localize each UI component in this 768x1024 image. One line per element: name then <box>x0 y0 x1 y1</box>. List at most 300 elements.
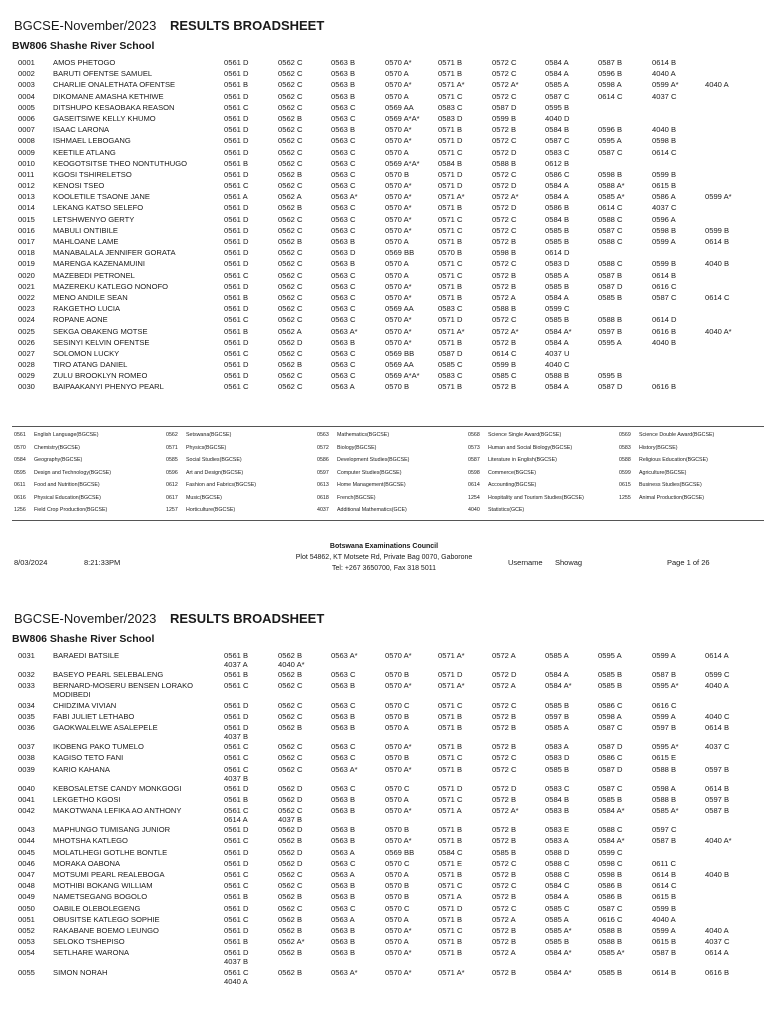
subject-grade: 0599 C <box>705 670 730 680</box>
subject-grade: 0561 D <box>224 304 249 314</box>
legend-code: 0561 <box>14 432 26 438</box>
candidate-name: MANABALALA JENNIFER GORATA <box>53 248 176 258</box>
candidate-name: MENO ANDILE SEAN <box>53 292 128 302</box>
subject-grade: 0570 C <box>385 700 410 710</box>
subject-grade: 0571 D <box>438 903 463 913</box>
legend-item <box>468 457 557 463</box>
subject-grade: 0585 A <box>545 270 569 280</box>
subject-grade: 0563 B <box>331 58 356 67</box>
subject-grade: 0563 C <box>331 136 356 146</box>
subject-grade: 0599 B <box>492 360 517 370</box>
subject-grade: 0570 A <box>385 147 409 157</box>
legend-code: 0573 <box>468 444 480 451</box>
subject-grade: 0585 A <box>545 651 569 660</box>
legend-code: 0585 <box>166 457 178 463</box>
subject-grade: 0561 B <box>224 158 249 168</box>
subject-grade: 0571 C <box>438 214 463 224</box>
subject-grade: 0562 D <box>278 847 303 857</box>
candidate-name: MHOTSHA KATLEGO <box>53 836 128 846</box>
legend-code: 1257 <box>166 507 178 513</box>
subject-grade: 0563 B <box>331 836 356 846</box>
candidate-name: SELOKO TSHEPISO <box>53 937 125 947</box>
subject-grade: 0588 B <box>652 794 677 804</box>
legend-item <box>619 445 678 451</box>
subject-grade: 0614 B <box>705 722 730 732</box>
legend-code: 0612 <box>166 482 178 488</box>
legend-code: 1254 <box>468 494 480 501</box>
legend-item <box>619 470 686 476</box>
subject-grade: 0562 B <box>278 169 303 179</box>
legend-code: 0617 <box>166 494 178 501</box>
subject-grade: 0561 D <box>224 69 249 79</box>
subject-grade: 0563 C <box>331 147 356 157</box>
subject-grade: 0562 D <box>278 825 303 835</box>
legend-item <box>317 482 406 488</box>
subject-grade: 0562 C <box>278 158 303 168</box>
candidate-name: KGOSI TSHIRELETSO <box>53 169 132 179</box>
subject-grade: 0572 D <box>492 147 517 157</box>
subject-grade: 0563 B <box>331 794 356 804</box>
subject-grade: 0571 D <box>438 136 463 146</box>
subject-grade: 0571 B <box>438 382 463 392</box>
subject-grade: 0569 AA <box>385 102 414 112</box>
candidate-number: 0034 <box>18 700 35 710</box>
legend-code: 0616 <box>14 494 26 501</box>
subject-grade: 0571 B <box>438 58 463 67</box>
subject-grade: 4040 A <box>652 69 676 79</box>
candidate-number: 0001 <box>18 58 35 67</box>
subject-grade: 0563 B <box>331 237 356 246</box>
subject-grade: 0571 A* <box>438 681 465 691</box>
table-row <box>0 68 768 79</box>
subject-grade: 0583 A <box>545 742 569 752</box>
subject-grade: 0570 B <box>385 670 410 680</box>
table-row <box>0 914 768 925</box>
subject-grade: 0570 A* <box>385 764 412 774</box>
subject-grade: 0584 B <box>545 794 570 804</box>
table-row <box>0 669 768 680</box>
subject-grade: 0572 A <box>492 651 516 660</box>
subject-grade: 0562 B <box>278 722 303 732</box>
subject-grade: 0585 B <box>545 315 570 325</box>
subject-grade: 0570 A <box>385 722 409 732</box>
subject-grade: 0588 C <box>545 870 570 879</box>
subject-grade: 0588 B <box>598 925 623 935</box>
legend-item <box>14 457 82 463</box>
subject-grade: 0571 B <box>438 742 463 752</box>
candidate-number: 0011 <box>18 169 35 179</box>
candidate-name: OABILE OLEBOLEGENG <box>53 903 141 913</box>
subject-grade: 0616 C <box>652 281 677 291</box>
subject-grade: 0561 D <box>224 147 249 157</box>
candidate-number: 0025 <box>18 326 35 336</box>
subject-grade: 0563 B <box>331 722 356 732</box>
candidate-number: 0039 <box>18 764 35 774</box>
subject-grade: 0585 A <box>545 914 569 924</box>
subject-grade: 0561 D <box>224 169 249 179</box>
table-row <box>0 258 768 269</box>
legend-item <box>619 495 704 501</box>
subject-grade: 0584 B <box>545 125 570 135</box>
subject-grade: 0571 B <box>438 836 463 846</box>
subject-grade: 0599 B <box>492 113 517 123</box>
subject-grade: 0561 D <box>224 925 249 935</box>
subject-grade: 0562 C <box>278 136 303 146</box>
candidate-name: ISAAC LARONA <box>53 125 110 135</box>
subject-grade: 0563 B <box>331 681 356 691</box>
subject-grade: 0571 D <box>438 670 463 680</box>
subject-grade: 0572 A <box>492 292 516 302</box>
subject-grade: 0615 B <box>652 181 677 191</box>
candidate-name: MAKOTWANA LEFIKA AO ANTHONY <box>53 806 182 816</box>
subject-grade: 4040 A* <box>705 326 732 336</box>
subject-grade: 0585 A* <box>652 806 679 816</box>
candidate-number: 0030 <box>18 382 35 392</box>
subject-grade: 0562 D <box>278 337 303 347</box>
subject-grade: 0571 A* <box>438 192 465 202</box>
legend-code: 0597 <box>317 469 329 476</box>
subject-grade: 0561 D <box>224 237 249 246</box>
page-title: RESULTS BROADSHEET <box>169 611 325 626</box>
table-row <box>0 359 768 370</box>
legend-code: 0613 <box>317 482 329 488</box>
candidate-name: MARENGA KAZENAMUINI <box>53 259 145 269</box>
subject-grade: 0569 BB <box>385 248 415 258</box>
subject-grade-overflow: 4037 B <box>224 731 249 741</box>
candidate-number: 0032 <box>18 670 35 680</box>
subject-grade: 0571 C <box>438 881 463 891</box>
subject-grade: 0572 C <box>492 259 517 269</box>
subject-grade: 0614 C <box>652 147 677 157</box>
subject-grade: 0561 D <box>224 337 249 347</box>
subject-grade: 0583 C <box>438 304 463 314</box>
subject-grade-overflow: 0614 A <box>224 815 248 825</box>
subject-grade: 0563 B <box>331 91 356 101</box>
subject-grade: 4040 B <box>652 337 677 347</box>
subject-grade: 0614 B <box>652 270 677 280</box>
subject-grade: 0596 A <box>652 214 676 224</box>
subject-grade: 0562 C <box>278 270 303 280</box>
subject-grade: 0571 D <box>438 315 463 325</box>
subject-grade: 0563 B <box>331 80 356 90</box>
candidate-number: 0007 <box>18 125 35 135</box>
legend-subject: Chemistry(BGCSE) <box>34 444 80 451</box>
legend-subject: Animal Production(BGCSE) <box>639 494 705 501</box>
subject-grade: 0561 D <box>224 948 249 958</box>
candidate-number: 0018 <box>18 248 35 258</box>
legend-subject: Art and Design(BGCSE) <box>186 469 244 476</box>
subject-grade: 0572 B <box>492 794 517 804</box>
candidate-number: 0026 <box>18 337 35 347</box>
subject-grade: 0586 B <box>598 881 623 891</box>
subject-grade: 0571 A <box>438 806 462 816</box>
subject-grade: 0616 B <box>705 967 730 977</box>
subject-grade: 0584 A <box>545 337 569 347</box>
subject-grade: 0583 D <box>545 259 570 269</box>
subject-grade: 0561 B <box>224 794 249 804</box>
subject-grade: 0562 B <box>278 651 303 660</box>
subject-grade: 0615 B <box>652 892 677 902</box>
username-label: Username <box>508 558 543 567</box>
candidate-number: 0023 <box>18 304 35 314</box>
subject-grade: 0614 C <box>598 91 623 101</box>
subject-grade: 0598 B <box>598 169 623 179</box>
candidate-number: 0027 <box>18 348 35 358</box>
candidate-number: 0035 <box>18 711 35 721</box>
table-row <box>0 270 768 281</box>
subject-grade: 0572 A <box>492 948 516 958</box>
legend-subject: Field Crop Production(BGCSE) <box>34 507 108 513</box>
subject-grade: 0571 A* <box>438 651 465 660</box>
legend-subject: English Language(BGCSE) <box>34 432 99 438</box>
subject-grade: 0572 B <box>492 937 517 947</box>
table-row <box>0 824 768 835</box>
table-row <box>0 381 768 392</box>
subject-grade: 0616 B <box>652 382 677 392</box>
subject-grade: 0561 C <box>224 836 249 846</box>
candidate-name: NAMETSEGANG BOGOLO <box>53 892 148 902</box>
legend-subject: Business Studies(BGCSE) <box>639 482 702 488</box>
subject-grade: 0570 A* <box>385 225 412 235</box>
subject-grade: 0561 D <box>224 259 249 269</box>
subject-grade: 0572 B <box>492 281 517 291</box>
subject-grade: 0572 B <box>492 125 517 135</box>
subject-grade: 0561 C <box>224 102 249 112</box>
subject-grade: 0563 C <box>331 102 356 112</box>
legend-subject: Horticulture(BGCSE) <box>186 507 236 513</box>
subject-grade: 0612 B <box>545 158 570 168</box>
candidate-number: 0022 <box>18 292 35 302</box>
subject-grade: 0571 B <box>438 764 463 774</box>
candidate-number: 0043 <box>18 825 35 835</box>
subject-grade: 0583 C <box>438 371 463 381</box>
subject-grade: 0570 A* <box>385 125 412 135</box>
candidate-number: 0051 <box>18 914 35 924</box>
table-row <box>0 337 768 348</box>
subject-grade: 0570 A* <box>385 281 412 291</box>
table-row <box>0 91 768 102</box>
subject-grade: 0598 A <box>652 783 676 793</box>
legend-subject: Fashion and Fabrics(BGCSE) <box>186 482 257 488</box>
subject-grade: 0572 B <box>492 925 517 935</box>
subject-grade: 0562 B <box>278 948 303 958</box>
subject-grade: 0571 B <box>438 937 463 947</box>
subject-grade: 0562 C <box>278 881 303 891</box>
subject-grade: 0563 B <box>331 825 356 835</box>
subject-grade: 0585 B <box>545 281 570 291</box>
subject-grade: 0562 C <box>278 125 303 135</box>
subject-grade: 0561 D <box>224 847 249 857</box>
subject-grade: 0587 B <box>652 948 677 958</box>
council-contact: Tel: +267 3650700, Fax 318 5011 <box>332 565 436 572</box>
subject-grade: 0562 C <box>278 315 303 325</box>
subject-grade: 0563 C <box>331 304 356 314</box>
subject-grade: 0561 D <box>224 711 249 721</box>
subject-grade: 0584 A <box>545 69 569 79</box>
legend-subject: Physics(BGCSE) <box>186 444 227 451</box>
table-row <box>0 858 768 869</box>
subject-grade: 0570 A <box>385 870 409 879</box>
legend-code: 0568 <box>468 432 480 438</box>
subject-grade: 0599 C <box>598 847 623 857</box>
candidate-name: ISHMAEL LEBOGANG <box>53 136 131 146</box>
subject-grade: 0588 D <box>545 847 570 857</box>
candidate-name: SEKGA OBAKENG MOTSE <box>53 326 148 336</box>
subject-grade: 0614 C <box>705 292 730 302</box>
subject-grade: 0588 B <box>598 937 623 947</box>
subject-grade: 0563 C <box>331 292 356 302</box>
subject-grade: 4040 A <box>705 925 729 935</box>
candidate-number: 0004 <box>18 91 35 101</box>
legend-item <box>14 495 101 501</box>
subject-grade: 0561 B <box>224 892 249 902</box>
candidate-number: 0050 <box>18 903 35 913</box>
subject-grade: 0562 C <box>278 69 303 79</box>
subject-grade: 0561 C <box>224 881 249 891</box>
subject-grade: 0585 A* <box>598 948 625 958</box>
subject-grade: 0562 B <box>278 836 303 846</box>
table-row <box>0 57 768 68</box>
subject-grade: 0561 B <box>224 670 249 680</box>
subject-grade-overflow: 4037 B <box>224 957 249 967</box>
subject-grade: 0570 A* <box>385 80 412 90</box>
subject-grade: 0595 B <box>545 102 570 112</box>
subject-grade: 0562 C <box>278 711 303 721</box>
subject-grade: 0597 B <box>545 711 570 721</box>
subject-grade: 0561 D <box>224 203 249 213</box>
subject-grade: 0569 AA <box>385 304 414 314</box>
candidate-number: 0040 <box>18 783 35 793</box>
subject-grade: 0570 C <box>385 783 410 793</box>
legend-item <box>14 507 107 513</box>
subject-grade: 0562 C <box>278 903 303 913</box>
subject-grade: 0595 A* <box>652 742 679 752</box>
legend-subject: Commerce(BGCSE) <box>488 469 536 476</box>
legend-item <box>166 470 243 476</box>
legend-item <box>166 445 226 451</box>
subject-grade: 0587 C <box>598 147 623 157</box>
legend-item <box>317 495 376 501</box>
subject-grade: 0571 B <box>438 237 463 246</box>
table-row <box>0 214 768 225</box>
table-row <box>0 113 768 124</box>
subject-grade: 0571 C <box>438 91 463 101</box>
subject-grade: 0587 B <box>652 670 677 680</box>
legend-item <box>468 432 561 438</box>
council-address: Plot 54862, KT Motsete Rd, Private Bag 0070, Gaborone <box>295 554 473 561</box>
legend-item <box>317 457 409 463</box>
subject-grade: 0570 A <box>385 69 409 79</box>
subject-grade: 0587 B <box>652 836 677 846</box>
subject-grade: 0562 A* <box>278 937 305 947</box>
subject-grade: 0562 C <box>278 870 303 879</box>
subject-grade: 0563 C <box>331 203 356 213</box>
subject-grade: 4040 A <box>652 914 676 924</box>
subject-grade: 0572 D <box>492 783 517 793</box>
table-row <box>0 847 768 858</box>
table-row <box>0 292 768 303</box>
candidate-name: AMOS PHETOGO <box>53 58 116 67</box>
subject-grade: 0562 C <box>278 753 303 763</box>
subject-grade: 0561 D <box>224 58 249 67</box>
table-row <box>0 947 768 966</box>
candidate-name: MORAKA OABONA <box>53 858 121 868</box>
subject-grade: 0571 B <box>438 125 463 135</box>
candidate-number: 0021 <box>18 281 35 291</box>
subject-grade-overflow: 4040 A* <box>278 660 305 669</box>
candidate-number: 0031 <box>18 651 35 660</box>
table-row <box>0 903 768 914</box>
table-row <box>0 925 768 936</box>
candidate-name: RAKGETHO LUCIA <box>53 304 121 314</box>
subject-grade: 0587 B <box>598 270 623 280</box>
subject-grade: 0572 B <box>492 722 517 732</box>
table-row <box>0 124 768 135</box>
subject-grade: 0572 A <box>492 681 516 691</box>
subject-grade: 0572 B <box>492 270 517 280</box>
legend-subject: Geography(BGCSE) <box>34 457 83 463</box>
subject-grade: 0571 A* <box>438 80 465 90</box>
subject-grade: 0586 C <box>545 169 570 179</box>
subject-grade: 0599 A <box>652 237 676 246</box>
subject-grade: 0569 A*A* <box>385 371 420 381</box>
legend-code: 0569 <box>619 432 631 438</box>
subject-grade: 0563 B <box>331 337 356 347</box>
candidate-number: 0036 <box>18 722 35 732</box>
subject-grade: 0562 C <box>278 742 303 752</box>
subject-grade: 0583 C <box>438 102 463 112</box>
subject-grade: 0561 D <box>224 248 249 258</box>
subject-grade: 0563 B <box>331 259 356 269</box>
subject-grade: 4040 B <box>705 259 730 269</box>
subject-grade: 0563 C <box>331 281 356 291</box>
subject-grade: 0571 C <box>438 753 463 763</box>
table-row <box>0 783 768 794</box>
subject-grade-overflow: 4037 B <box>224 773 249 783</box>
subject-grade: 0561 C <box>224 870 249 879</box>
subject-grade: 0562 C <box>278 147 303 157</box>
page-header <box>14 18 324 33</box>
subject-grade: 0571 B <box>438 870 463 879</box>
subject-grade: 0562 B <box>278 237 303 246</box>
subject-grade: 0585 B <box>598 670 623 680</box>
subject-grade: 0561 D <box>224 722 249 732</box>
subject-grade: 0569 AA <box>385 360 414 370</box>
subject-grade: 0570 A <box>385 259 409 269</box>
subject-grade: 0599 A* <box>705 192 732 202</box>
legend-code: 0584 <box>14 457 26 463</box>
subject-grade: 0599 A <box>652 651 676 660</box>
legend-code: 0595 <box>14 469 26 476</box>
subject-grade: 0561 D <box>224 903 249 913</box>
candidate-number: 0019 <box>18 259 35 269</box>
subject-grade: 0570 A <box>385 270 409 280</box>
candidate-name: MAPHUNGO TUMISANG JUNIOR <box>53 825 171 835</box>
subject-grade: 0587 C <box>545 136 570 146</box>
candidate-name: KOOLETILE TSAONE JANE <box>53 192 150 202</box>
subject-grade: 0570 B <box>385 169 410 179</box>
legend-subject: Computer Studies(BGCSE) <box>337 469 402 476</box>
table-row <box>0 680 768 699</box>
candidate-number: 0010 <box>18 158 35 168</box>
table-row <box>0 147 768 158</box>
subject-grade: 0569 A*A* <box>385 158 420 168</box>
table-row <box>0 135 768 146</box>
subject-grade: 0616 B <box>652 326 677 336</box>
legend-subject: Accounting(BGCSE) <box>488 482 537 488</box>
subject-grade: 0571 C <box>438 925 463 935</box>
subject-grade: 0588 B <box>652 764 677 774</box>
